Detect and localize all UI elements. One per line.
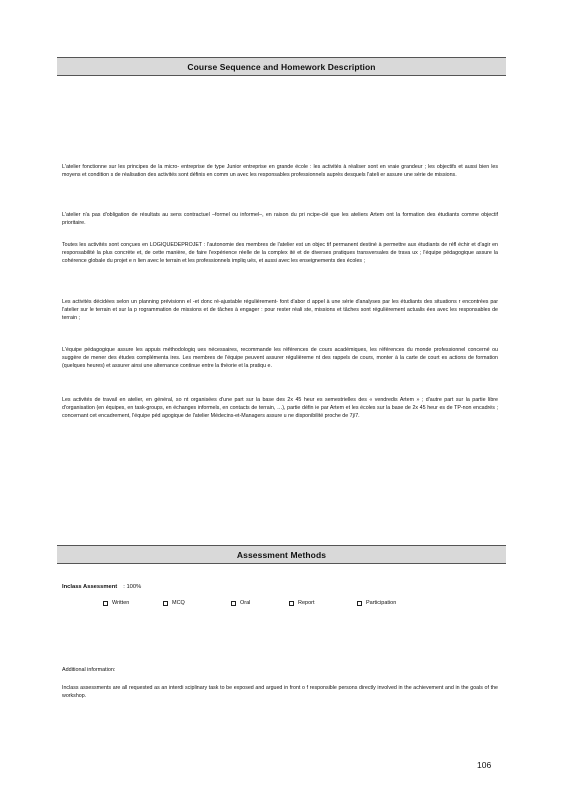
option-label: Participation xyxy=(366,600,397,606)
additional-information-label: Additional information: xyxy=(62,667,116,673)
section-title: Assessment Methods xyxy=(236,549,327,560)
checkbox-icon xyxy=(231,601,236,606)
paragraph-5: L'équipe pédagogique assure les appuis méthodologiq ues nécessaires, recommande les références de cours académiques, les références du monde professionnel concerné ou suggère de mener des études complémenta ires. Les membres de l'équipe peuvent assurer régulièreme nt des rappels de cours, monter à la carte de court es actions de formation (quelques heures) et assurer ainsi une alternance continue entre la théorie et la pratiqu e. xyxy=(62,347,498,369)
option-label: Written xyxy=(112,600,130,606)
assessment-label: Inclass Assessment xyxy=(62,584,118,590)
paragraph-4: Les activités décidées selon un planning prévisionn el -et donc ré-ajustable régulièrement- font d'abor d appel à une série d'analyses par les étudiants des situations r encontrées par l'atelier sur le terrain et sur la p rogrammation de missions et de tâches à engager : pour rester réali ste, missions et tâches sont régulièrement actualis ées avec les responsables de terrain ; xyxy=(62,299,498,321)
paragraph-6: Les activités de travail en atelier, en général, so nt organisées d'une part sur la base des 2x 45 heur es semestrielles des « vendredis Artem » ; d'autre part sur la partie libre d'organisation (en équipes, en task-groups, en échanges informels, en contacts de terrain, …), partie défin ie par Artem et les écoles sur la base de 2x 45 heur es de TP-non encadrés ; concernant cet encadrement, l'équipe péd agogique de l'atelier Médecins-et-Managers assure u ne disponibilité proche de 7j/7. xyxy=(62,397,498,419)
inclass-assessment-line xyxy=(62,584,141,590)
option-report xyxy=(289,600,315,606)
section-title: Course Sequence and Homework Description xyxy=(187,61,376,72)
paragraph-2: L'atelier n'a pas d'obligation de résultats au sens contractuel –formel ou informel–, en raison du pri ncipe-clé que les ateliers Artem ont la formation des étudiants comme objectif prioritaire. xyxy=(62,212,498,226)
option-oral xyxy=(231,600,250,606)
additional-information-text: Inclass assessments are all requested as an interdi sciplinary task to be exposed and argued in front o f responsible persons directly involved in the achievement and in the goals of the workshop. xyxy=(62,685,498,699)
page-number: 106 xyxy=(477,760,492,770)
section-header-assessment xyxy=(57,545,506,564)
paragraph-3: Toutes les activités sont conçues en LOGIQUEDEPROJET : l'autonomie des membres de l'atelier est un objec tif permanent destiné à permettre aux étudiants de réfl échir et d'agir en responsabilité la plus concrète et, de cette manière, de faire l'expérience réelle de la complex ité et de diverses pratiques transversales de trava ux ; l'équipe pédagogique assure la cohérence globale du projet e n lien avec le terrain et les professionnels impliq ués, et aussi avec les enseignements des écoles ; xyxy=(62,242,498,264)
option-participation xyxy=(357,600,396,606)
checkbox-icon xyxy=(289,601,294,606)
option-label: Report xyxy=(298,600,315,606)
paragraph-1: L'atelier fonctionne sur les principes de la micro- entreprise de type Junior entreprise en grande école : les activités à réaliser sont en vraie grandeur ; les objectifs et aussi bien les moyens et condition s de réalisation des activités sont définis en comm un avec les responsables professionnels auprès desquels l'ateli er assure une série de missions. xyxy=(62,164,498,178)
checkbox-icon xyxy=(163,601,168,606)
option-label: MCQ xyxy=(172,600,185,606)
checkbox-icon xyxy=(357,601,362,606)
option-written xyxy=(103,600,129,606)
checkbox-icon xyxy=(103,601,108,606)
option-mcq xyxy=(163,600,185,606)
option-label: Oral xyxy=(240,600,251,606)
section-header-course-sequence xyxy=(57,57,506,76)
assessment-percent: : 100% xyxy=(123,584,142,590)
